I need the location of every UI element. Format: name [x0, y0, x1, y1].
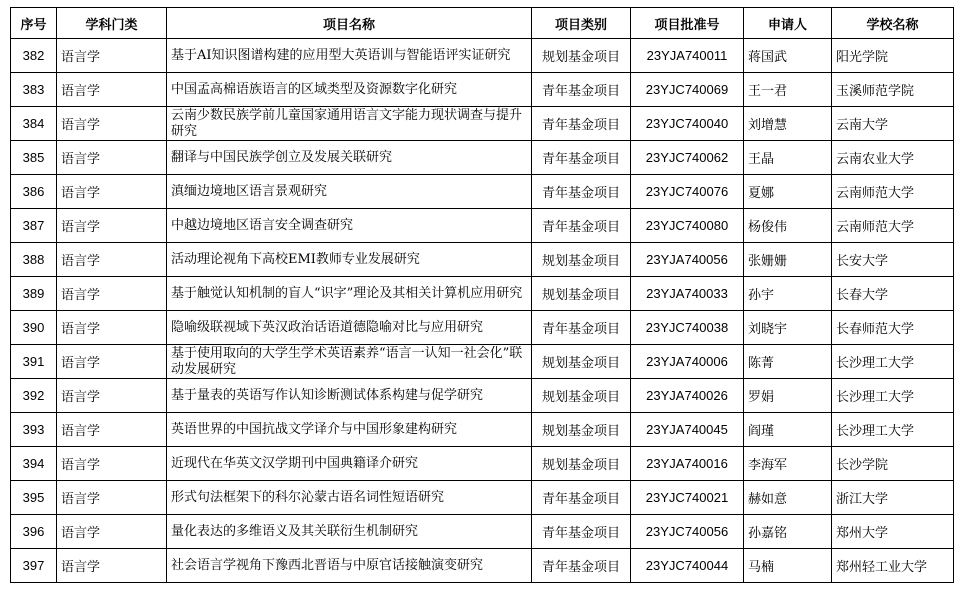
row-school: 长春大学 — [832, 277, 954, 311]
row-project-type: 规划基金项目 — [532, 379, 631, 413]
row-index: 384 — [11, 107, 57, 141]
row-school: 郑州大学 — [832, 515, 954, 549]
row-school: 浙江大学 — [832, 481, 954, 515]
row-school: 玉溪师范学院 — [832, 73, 954, 107]
row-school: 长沙理工大学 — [832, 345, 954, 379]
row-approval-number: 23YJA740011 — [631, 39, 744, 73]
row-project-type: 青年基金项目 — [532, 311, 631, 345]
table-row — [11, 447, 954, 481]
row-school: 郑州轻工业大学 — [832, 549, 954, 583]
row-subject: 语言学 — [57, 515, 167, 549]
row-applicant: 杨俊伟 — [744, 209, 832, 243]
row-index: 388 — [11, 243, 57, 277]
row-project-name: 中国孟高棉语族语言的区域类型及资源数字化研究 — [167, 73, 532, 107]
row-index: 391 — [11, 345, 57, 379]
row-school: 云南大学 — [832, 107, 954, 141]
row-approval-number: 23YJC740056 — [631, 515, 744, 549]
row-index: 387 — [11, 209, 57, 243]
row-subject: 语言学 — [57, 277, 167, 311]
row-subject: 语言学 — [57, 243, 167, 277]
table-row — [11, 277, 954, 311]
row-project-name: 形式句法框架下的科尔沁蒙古语名词性短语研究 — [167, 481, 532, 515]
row-subject: 语言学 — [57, 141, 167, 175]
row-subject: 语言学 — [57, 379, 167, 413]
row-index: 386 — [11, 175, 57, 209]
table-row — [11, 345, 954, 379]
row-applicant: 孙嘉铭 — [744, 515, 832, 549]
row-approval-number: 23YJC740069 — [631, 73, 744, 107]
header-approval-number: 项目批准号 — [631, 8, 744, 39]
table-row — [11, 379, 954, 413]
row-applicant: 赫如意 — [744, 481, 832, 515]
row-applicant: 夏娜 — [744, 175, 832, 209]
row-project-type: 青年基金项目 — [532, 73, 631, 107]
row-subject: 语言学 — [57, 481, 167, 515]
row-approval-number: 23YJA740016 — [631, 447, 744, 481]
row-project-name: 基于AI知识图谱构建的应用型大英语训与智能语评实证研究 — [167, 39, 532, 73]
table-row — [11, 73, 954, 107]
header-applicant: 申请人 — [744, 8, 832, 39]
row-index: 382 — [11, 39, 57, 73]
header-index: 序号 — [11, 8, 57, 39]
row-index: 395 — [11, 481, 57, 515]
table-row — [11, 243, 954, 277]
row-subject: 语言学 — [57, 209, 167, 243]
table-row — [11, 175, 954, 209]
row-project-name: 滇缅边境地区语言景观研究 — [167, 175, 532, 209]
row-applicant: 阎瑾 — [744, 413, 832, 447]
row-school: 云南农业大学 — [832, 141, 954, 175]
row-project-name: 中越边境地区语言安全调查研究 — [167, 209, 532, 243]
row-index: 394 — [11, 447, 57, 481]
row-project-name: 云南少数民族学前儿童国家通用语言文字能力现状调查与提升研究 — [167, 107, 532, 141]
table-row — [11, 311, 954, 345]
row-school: 长沙学院 — [832, 447, 954, 481]
table-row — [11, 107, 954, 141]
table-row — [11, 515, 954, 549]
row-school: 长春师范大学 — [832, 311, 954, 345]
header-project-name: 项目名称 — [167, 8, 532, 39]
row-subject: 语言学 — [57, 175, 167, 209]
row-project-name: 英语世界的中国抗战文学译介与中国形象建构研究 — [167, 413, 532, 447]
row-school: 云南师范大学 — [832, 175, 954, 209]
table-row — [11, 549, 954, 583]
row-project-type: 青年基金项目 — [532, 141, 631, 175]
row-project-type: 青年基金项目 — [532, 549, 631, 583]
row-project-name: 量化表达的多维语义及其关联衍生机制研究 — [167, 515, 532, 549]
table-row — [11, 413, 954, 447]
table-row — [11, 39, 954, 73]
row-applicant: 刘晓宇 — [744, 311, 832, 345]
row-project-type: 规划基金项目 — [532, 277, 631, 311]
row-project-type: 青年基金项目 — [532, 107, 631, 141]
row-applicant: 蒋国武 — [744, 39, 832, 73]
row-project-name: 活动理论视角下高校EMI教师专业发展研究 — [167, 243, 532, 277]
row-index: 383 — [11, 73, 57, 107]
row-index: 397 — [11, 549, 57, 583]
row-school: 阳光学院 — [832, 39, 954, 73]
header-subject: 学科门类 — [57, 8, 167, 39]
row-project-type: 青年基金项目 — [532, 209, 631, 243]
row-project-type: 规划基金项目 — [532, 243, 631, 277]
row-approval-number: 23YJC740080 — [631, 209, 744, 243]
row-project-name: 基于使用取向的大学生学术英语素养“语言一认知一社会化”联动发展研究 — [167, 345, 532, 379]
row-school: 长安大学 — [832, 243, 954, 277]
row-approval-number: 23YJA740006 — [631, 345, 744, 379]
row-approval-number: 23YJC740044 — [631, 549, 744, 583]
row-applicant: 王一君 — [744, 73, 832, 107]
row-index: 389 — [11, 277, 57, 311]
row-subject: 语言学 — [57, 549, 167, 583]
row-approval-number: 23YJC740040 — [631, 107, 744, 141]
row-project-type: 规划基金项目 — [532, 413, 631, 447]
row-approval-number: 23YJA740026 — [631, 379, 744, 413]
row-project-type: 青年基金项目 — [532, 515, 631, 549]
row-index: 390 — [11, 311, 57, 345]
row-project-name: 基于量表的英语写作认知诊断测试体系构建与促学研究 — [167, 379, 532, 413]
row-applicant: 李海军 — [744, 447, 832, 481]
row-approval-number: 23YJC740021 — [631, 481, 744, 515]
row-subject: 语言学 — [57, 311, 167, 345]
table-row — [11, 141, 954, 175]
table-row — [11, 481, 954, 515]
row-index: 396 — [11, 515, 57, 549]
row-school: 长沙理工大学 — [832, 379, 954, 413]
row-applicant: 陈菁 — [744, 345, 832, 379]
table-row — [11, 209, 954, 243]
row-school: 长沙理工大学 — [832, 413, 954, 447]
row-approval-number: 23YJA740045 — [631, 413, 744, 447]
row-applicant: 张姗姗 — [744, 243, 832, 277]
row-approval-number: 23YJA740033 — [631, 277, 744, 311]
row-project-name: 近现代在华英文汉学期刊中国典籍译介研究 — [167, 447, 532, 481]
row-applicant: 孙宇 — [744, 277, 832, 311]
row-subject: 语言学 — [57, 73, 167, 107]
header-row — [11, 8, 954, 39]
header-project-type: 项目类别 — [532, 8, 631, 39]
row-project-name: 翻译与中国民族学创立及发展关联研究 — [167, 141, 532, 175]
row-applicant: 王晶 — [744, 141, 832, 175]
row-project-type: 青年基金项目 — [532, 481, 631, 515]
row-project-type: 规划基金项目 — [532, 39, 631, 73]
row-approval-number: 23YJC740062 — [631, 141, 744, 175]
row-school: 云南师范大学 — [832, 209, 954, 243]
row-index: 392 — [11, 379, 57, 413]
row-index: 385 — [11, 141, 57, 175]
row-project-name: 隐喻级联视域下英汉政治话语道德隐喻对比与应用研究 — [167, 311, 532, 345]
table-body — [11, 39, 954, 583]
row-index: 393 — [11, 413, 57, 447]
row-subject: 语言学 — [57, 413, 167, 447]
row-project-type: 青年基金项目 — [532, 175, 631, 209]
row-approval-number: 23YJC740076 — [631, 175, 744, 209]
row-subject: 语言学 — [57, 447, 167, 481]
row-subject: 语言学 — [57, 345, 167, 379]
project-table — [10, 7, 954, 583]
row-applicant: 马楠 — [744, 549, 832, 583]
row-project-type: 规划基金项目 — [532, 345, 631, 379]
row-approval-number: 23YJC740038 — [631, 311, 744, 345]
row-project-name: 社会语言学视角下豫西北晋语与中原官话接触演变研究 — [167, 549, 532, 583]
header-school: 学校名称 — [832, 8, 954, 39]
row-applicant: 刘增慧 — [744, 107, 832, 141]
row-project-name: 基于触觉认知机制的盲人“识字”理论及其相关计算机应用研究 — [167, 277, 532, 311]
row-subject: 语言学 — [57, 39, 167, 73]
row-subject: 语言学 — [57, 107, 167, 141]
row-applicant: 罗娟 — [744, 379, 832, 413]
row-approval-number: 23YJA740056 — [631, 243, 744, 277]
row-project-type: 规划基金项目 — [532, 447, 631, 481]
